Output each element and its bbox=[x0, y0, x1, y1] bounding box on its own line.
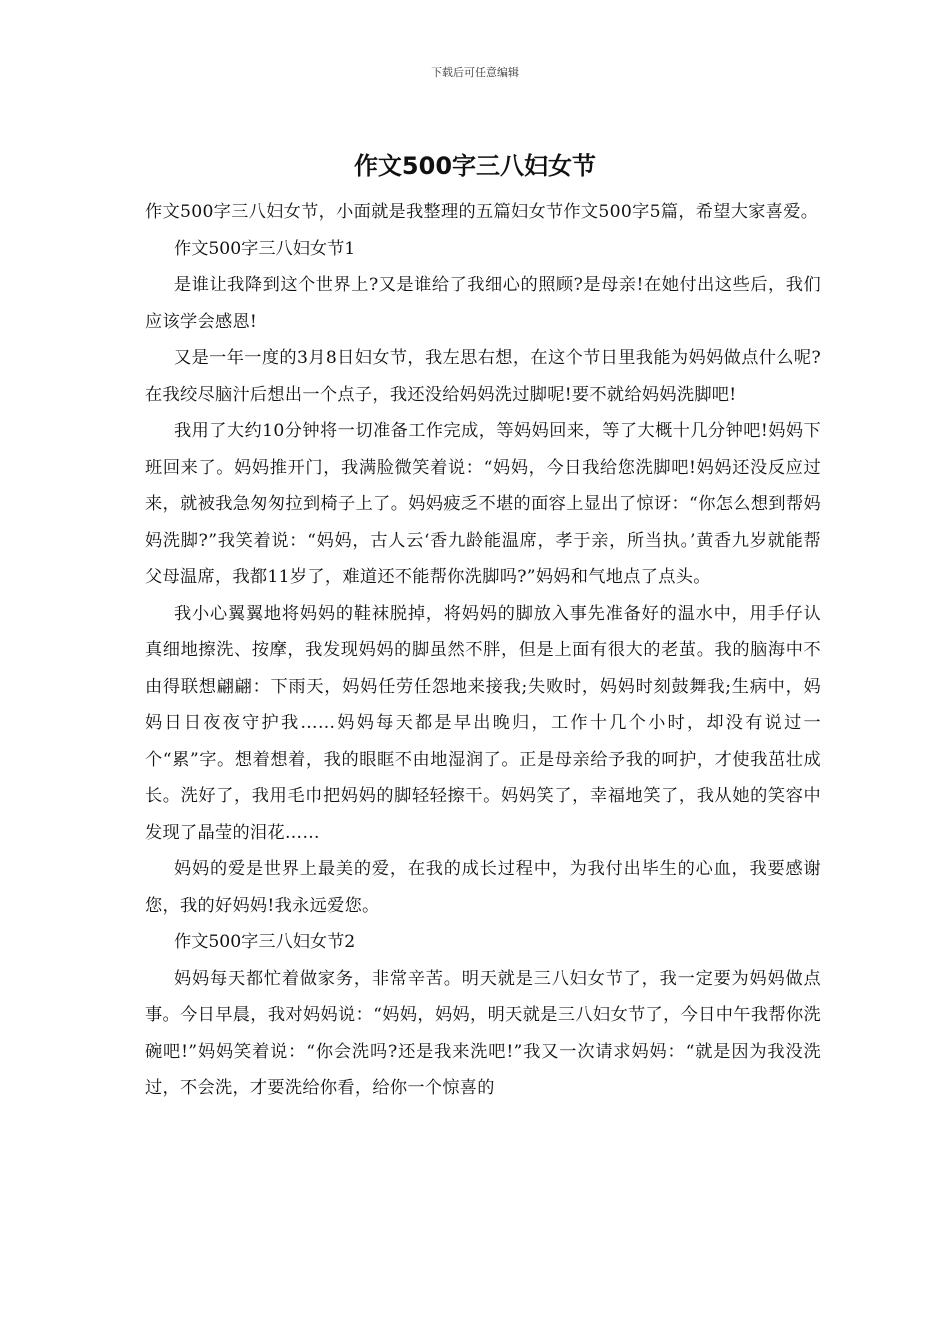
paragraph: 我小心翼翼地将妈妈的鞋袜脱掉，将妈妈的脚放入事先准备好的温水中，用手仔认真细地擦洗、按摩，我发现妈妈的脚虽然不胖，但是上面有很大的老茧。我的脑海中不由得联想翩翩：下雨天，妈妈任劳任怨地来接我;失败时，妈妈时刻鼓舞我;生病中，妈妈日日夜夜守护我……妈妈每天都是早出晚归，工作十几个小时，却没有说过一个“累”字。想着想着，我的眼眶不由地湿润了。正是母亲给予我的呵护，才使我茁壮成长。洗好了，我用毛巾把妈妈的脚轻轻擦干。妈妈笑了，幸福地笑了，我从她的笑容中发现了晶莹的泪花…… bbox=[145, 603, 821, 843]
page-header: 下载后可任意编辑 bbox=[431, 66, 519, 79]
paragraph: 妈妈每天都忙着做家务，非常辛苦。明天就是三八妇女节了，我一定要为妈妈做点事。今日早晨，我对妈妈说：“妈妈，妈妈，明天就是三八妇女节了，今日中午我帮你洗碗吧!”妈妈笑着说：“你会洗吗?还是我来洗吧!”我又一次请求妈妈：“就是因为我没洗过，不会洗，才要洗给你看，给你一个惊喜的 bbox=[145, 968, 821, 1098]
section-heading-2: 作文500字三八妇女节2 bbox=[174, 932, 356, 952]
paragraph: 我用了大约10分钟将一切准备工作完成，等妈妈回来，等了大概十几分钟吧!妈妈下班回来了。妈妈推开门，我满脸微笑着说：“妈妈，今日我给您洗脚吧!妈妈还没反应过来，就被我急匆匆拉到椅子上了。妈妈疲乏不堪的面容上显出了惊讶：“你怎么想到帮妈妈洗脚?”我笑着说：“妈妈，古人云‘香九龄能温席，孝于亲，所当执。’黄香九岁就能帮父母温席，我都11岁了，难道还不能帮你洗脚吗?”妈妈和气地点了点头。 bbox=[145, 421, 821, 587]
section-heading-1: 作文500字三八妇女节1 bbox=[174, 238, 356, 259]
paragraph: 又是一年一度的3月8日妇女节，我左思右想，在这个节日里我能为妈妈做点什么呢?在我绞尽脑汁后想出一个点子，我还没给妈妈洗过脚呢!要不就给妈妈洗脚吧! bbox=[145, 348, 821, 405]
intro-paragraph: 作文500字三八妇女节，小面就是我整理的五篇妇女节作文500字5篇，希望大家喜爱。 bbox=[145, 202, 819, 222]
document-title: 作文500字三八妇女节 bbox=[353, 152, 597, 180]
document-body bbox=[145, 194, 821, 1107]
paragraph: 妈妈的爱是世界上最美的爱，在我的成长过程中，为我付出毕生的心血，我要感谢您，我的好妈妈!我永远爱您。 bbox=[145, 859, 821, 916]
paragraph: 是谁让我降到这个世界上?又是谁给了我细心的照顾?是母亲!在她付出这些后，我们应该学会感恩! bbox=[145, 275, 821, 332]
